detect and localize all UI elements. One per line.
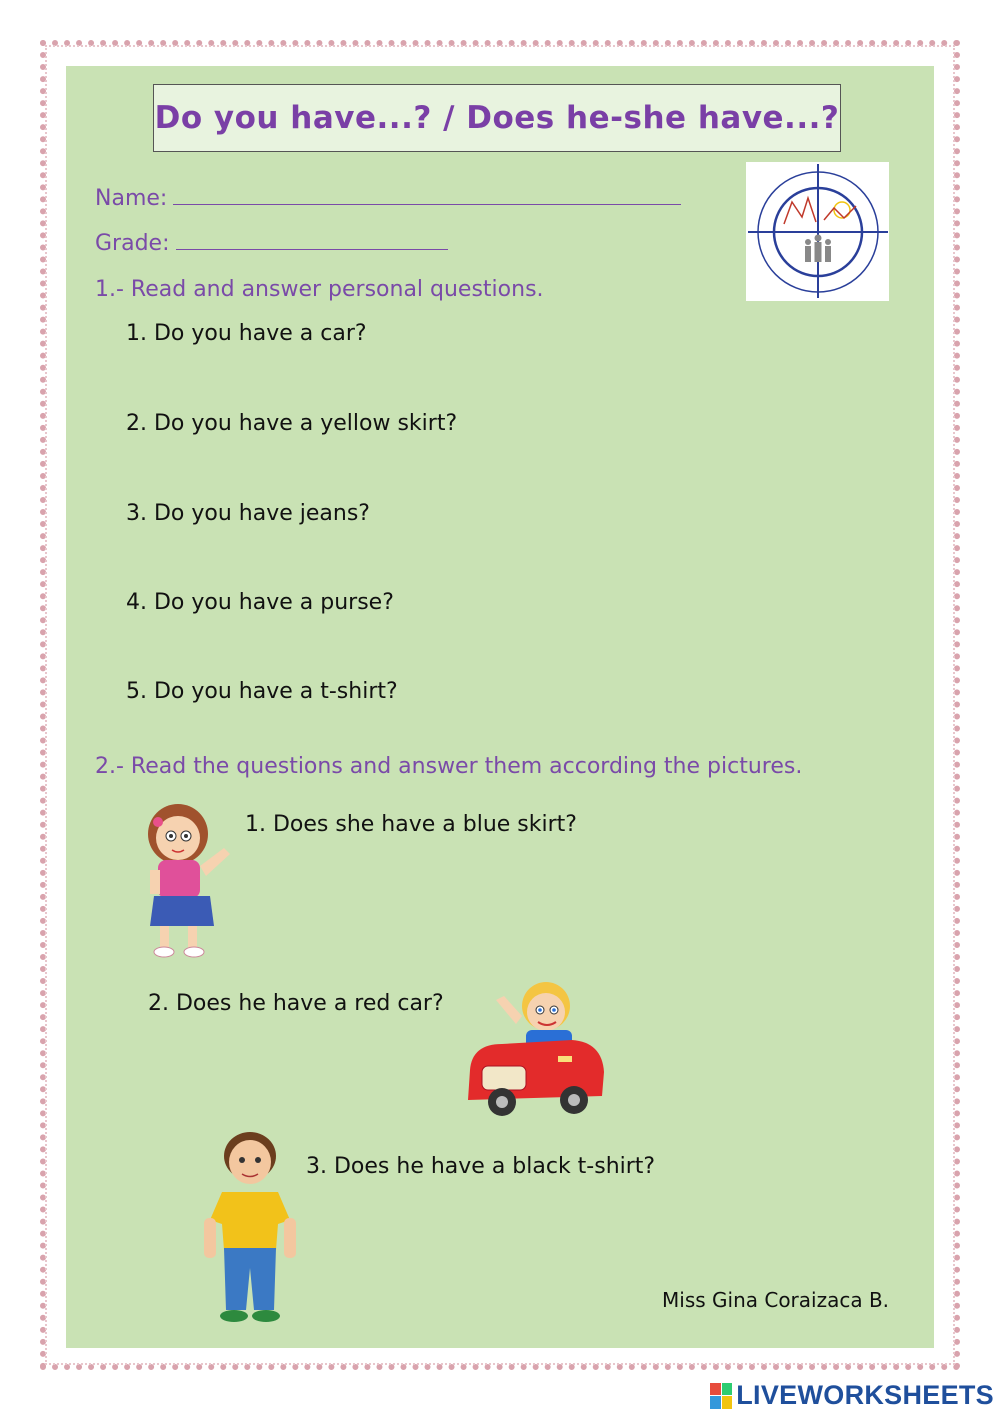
name-field[interactable] bbox=[95, 186, 681, 211]
grade-field[interactable] bbox=[95, 231, 448, 256]
school-logo bbox=[746, 162, 889, 301]
section1-heading: 1.- Read and answer personal questions. bbox=[95, 277, 544, 302]
section1-question-3: 3. Do you have jeans? bbox=[126, 501, 370, 526]
boy-car-illustration bbox=[462, 978, 608, 1130]
section1-question-2: 2. Do you have a yellow skirt? bbox=[126, 411, 458, 436]
liveworksheets-logo[interactable] bbox=[710, 1380, 994, 1411]
section2-question-1: 1. Does she have a blue skirt? bbox=[245, 812, 577, 837]
name-line[interactable] bbox=[173, 190, 681, 205]
grade-label: Grade: bbox=[95, 231, 170, 256]
title-box bbox=[153, 84, 841, 152]
section2-heading: 2.- Read the questions and answer them according the pictures. bbox=[95, 754, 803, 779]
boy-tshirt-illustration bbox=[198, 1128, 302, 1332]
section1-question-4: 4. Do you have a purse? bbox=[126, 590, 394, 615]
signature: Miss Gina Coraizaca B. bbox=[662, 1288, 890, 1312]
school-seal-icon bbox=[746, 162, 889, 301]
name-label: Name: bbox=[95, 186, 168, 211]
girl-illustration bbox=[136, 800, 236, 966]
liveworksheets-wordmark: LIVEWORKSHEETS bbox=[736, 1380, 994, 1410]
liveworksheets-badge-icon bbox=[710, 1383, 732, 1409]
section1-question-1: 1. Do you have a car? bbox=[126, 321, 367, 346]
grade-line[interactable] bbox=[176, 235, 448, 250]
worksheet-title: Do you have...? / Does he-she have...? bbox=[154, 100, 840, 136]
girl-icon bbox=[136, 800, 236, 962]
section2-question-3: 3. Does he have a black t-shirt? bbox=[306, 1154, 656, 1179]
red-car-icon bbox=[462, 978, 608, 1126]
boy-icon bbox=[198, 1128, 302, 1328]
section1-question-5: 5. Do you have a t-shirt? bbox=[126, 679, 398, 704]
section2-question-2: 2. Does he have a red car? bbox=[148, 991, 444, 1016]
